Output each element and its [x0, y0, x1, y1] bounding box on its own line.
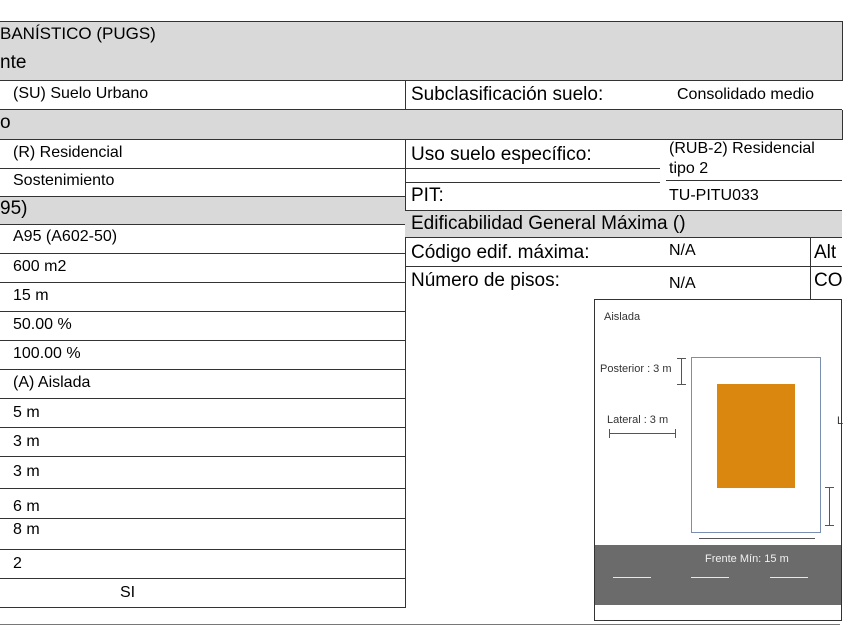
left-cell-row12	[0, 457, 406, 489]
value-row8: 100.00 %	[13, 345, 81, 362]
label-altura: Alt	[814, 242, 837, 263]
posterior-label: Posterior : 3 m	[600, 363, 672, 375]
left-cell-row10	[0, 399, 406, 428]
section-band-1	[0, 50, 843, 81]
right-row-codigo	[405, 238, 842, 267]
edif-header-band	[405, 210, 842, 238]
label-codigo: Código edif. máxima:	[411, 242, 590, 263]
road-dash-3	[770, 577, 808, 578]
left-cell-row6	[0, 283, 406, 312]
value-sostenimiento: Sostenimiento	[13, 172, 115, 189]
left-cell-row7	[0, 312, 406, 341]
value-row11: 3 m	[13, 433, 40, 450]
section-band-2	[0, 110, 843, 140]
left-cell-row8	[0, 341, 406, 370]
road	[595, 545, 841, 605]
section-title-2: o	[0, 112, 11, 133]
left-cell-sostenimiento	[0, 169, 406, 197]
left-cell-row14	[0, 519, 406, 549]
value-row4: A95 (A602-50)	[13, 228, 118, 245]
posterior-marker-bottom	[677, 384, 686, 385]
section-title-3: 95)	[0, 198, 28, 219]
posterior-marker-top	[677, 358, 686, 359]
left-cell-row15	[0, 549, 406, 579]
right-row-uso-especifico	[405, 140, 842, 181]
right-row-subclasificacion	[405, 81, 842, 110]
right-marker	[829, 487, 830, 525]
posterior-marker	[681, 358, 682, 384]
road-dash-1	[613, 577, 651, 578]
setback-diagram	[594, 299, 842, 621]
value-subclasificacion: Consolidado medio	[677, 86, 814, 103]
label-uso-especifico: Uso suelo específico:	[411, 144, 592, 165]
value-row9: (A) Aislada	[13, 374, 91, 391]
divider-uso-value	[666, 180, 842, 181]
edif-header-title: Edificabilidad General Máxima ()	[411, 213, 686, 234]
divider-alt-vertical	[810, 238, 811, 299]
header-band	[0, 21, 843, 51]
label-cos: CO	[814, 270, 843, 291]
value-clasificacion: (SU) Suelo Urbano	[13, 85, 149, 102]
bottom-rule	[0, 624, 840, 625]
frente-marker	[699, 538, 815, 539]
label-subclasificacion: Subclasificación suelo:	[411, 84, 604, 105]
value-uso: (R) Residencial	[13, 144, 123, 161]
lateral-marker-left	[609, 429, 610, 438]
value-row15: 2	[13, 555, 22, 572]
right-marker-bottom	[825, 525, 834, 526]
value-row6: 15 m	[13, 287, 49, 304]
lateral-marker-right	[675, 429, 676, 438]
left-cell-row9	[0, 370, 406, 399]
divider-uso	[405, 168, 660, 169]
value-uso-especifico-1: (RUB-2) Residencial	[669, 140, 815, 157]
value-row16: SI	[120, 584, 136, 601]
left-cell-row4	[0, 225, 406, 254]
label-pit: PIT:	[411, 185, 444, 206]
left-cell-row11	[0, 428, 406, 457]
frente-label: Frente Mín: 15 m	[705, 553, 789, 565]
left-cell-uso	[0, 140, 406, 169]
lateral-marker	[609, 433, 675, 434]
right-row-pisos	[405, 267, 842, 299]
value-row12: 3 m	[13, 463, 40, 480]
right-marker-top	[825, 487, 834, 488]
label-pisos: Número de pisos:	[411, 270, 560, 291]
value-row13: 6 m	[13, 498, 40, 515]
left-cell-clasificacion	[0, 81, 406, 110]
value-pit: TU-PITU033	[669, 187, 759, 204]
value-codigo: N/A	[669, 242, 696, 259]
right-edge-label: L	[837, 415, 843, 427]
value-row7: 50.00 %	[13, 316, 72, 333]
value-row10: 5 m	[13, 404, 40, 421]
value-uso-especifico-2: tipo 2	[669, 160, 709, 177]
left-cell-row13	[0, 489, 406, 519]
header-title: BANÍSTICO (PUGS)	[0, 24, 156, 43]
section-band-3	[0, 197, 406, 225]
value-row14: 8 m	[13, 521, 40, 538]
left-cell-row16	[0, 578, 406, 608]
value-row5: 600 m2	[13, 258, 67, 275]
right-row-pit	[405, 183, 842, 210]
left-cell-row5	[0, 254, 406, 283]
section-title-1: nte	[0, 52, 27, 73]
value-pisos: N/A	[669, 275, 696, 292]
diagram-type-label: Aislada	[604, 311, 641, 323]
lateral-label: Lateral : 3 m	[607, 414, 669, 426]
road-dash-2	[691, 577, 729, 578]
building-footprint	[717, 384, 795, 488]
